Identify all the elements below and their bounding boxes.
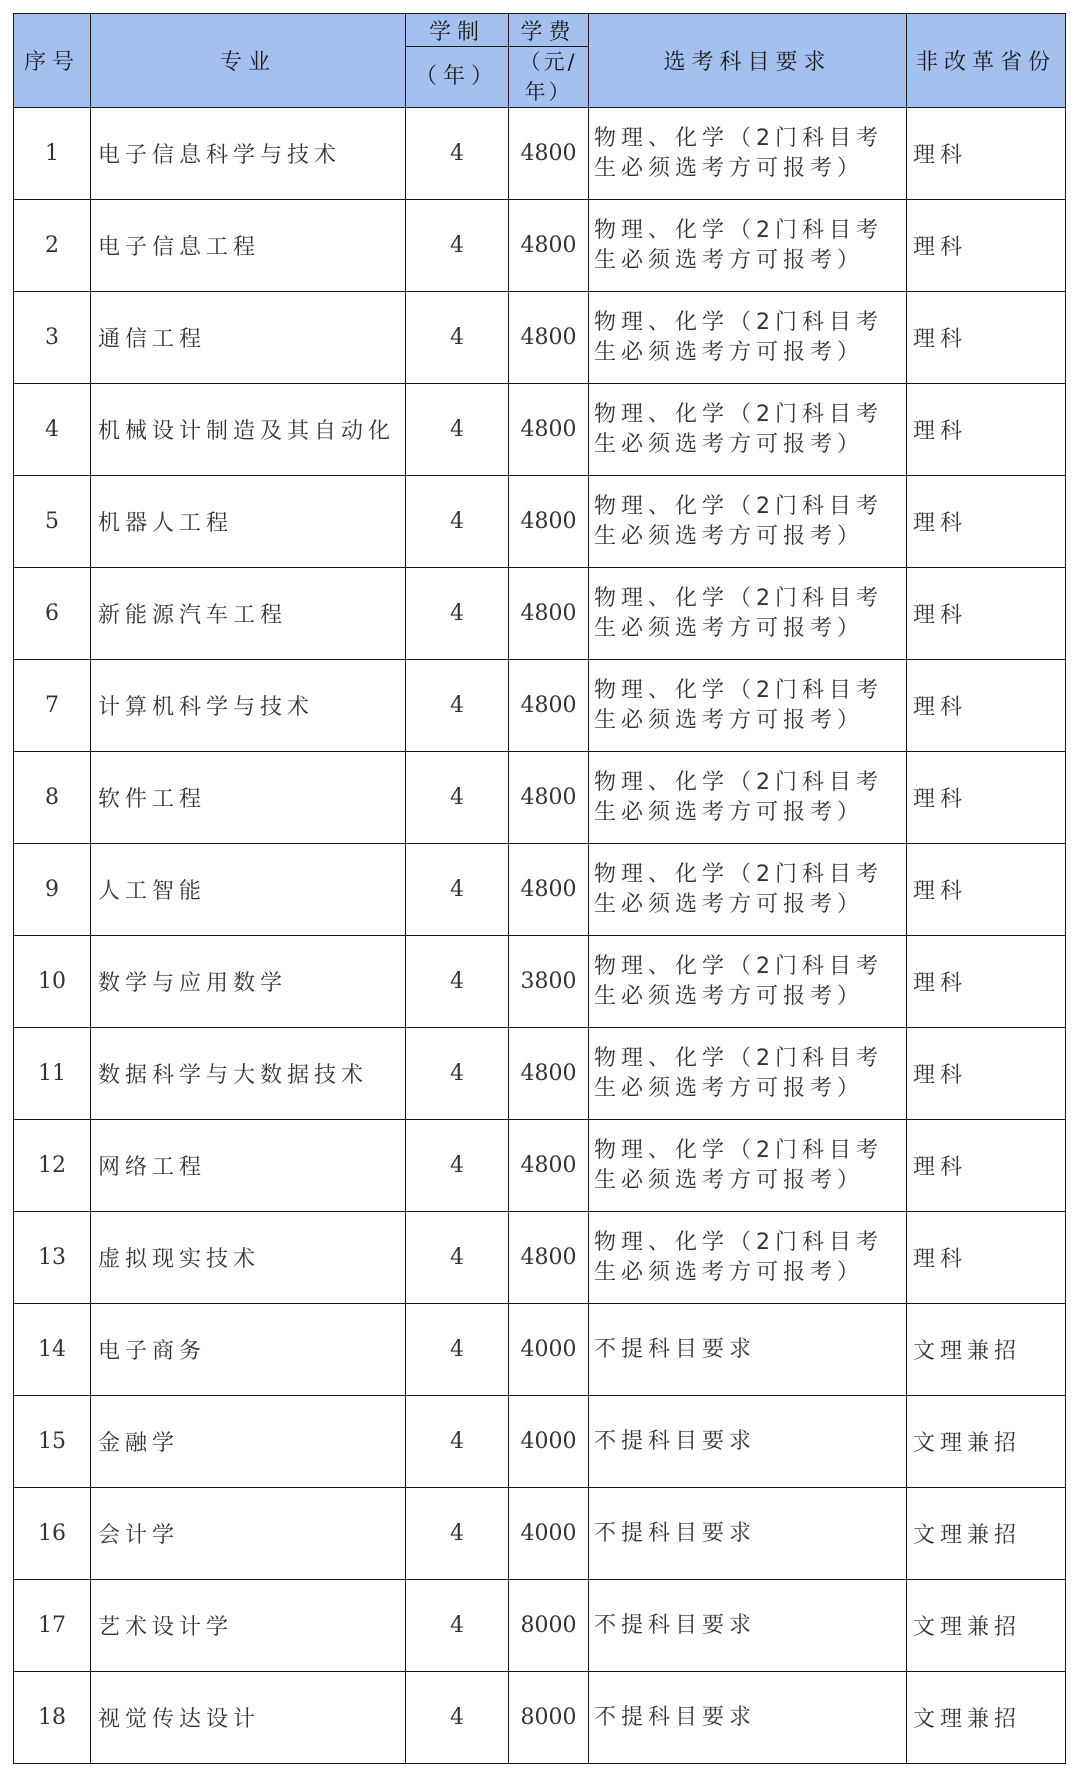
cell-province: 文理兼招	[907, 1580, 1066, 1672]
cell-province: 理科	[907, 660, 1066, 752]
cell-province: 理科	[907, 476, 1066, 568]
cell-years: 4	[406, 200, 509, 292]
cell-major: 电子商务	[91, 1304, 406, 1396]
cell-years: 4	[406, 1304, 509, 1396]
cell-years: 4	[406, 660, 509, 752]
cell-requirement: 不提科目要求	[589, 1304, 907, 1396]
cell-requirement: 物理、化学（2门科目考生必须选考方可报考）	[589, 752, 907, 844]
table-row	[14, 1212, 1066, 1304]
table-row	[14, 384, 1066, 476]
cell-years: 4	[406, 1672, 509, 1764]
cell-province: 理科	[907, 292, 1066, 384]
cell-index: 7	[14, 660, 91, 752]
cell-index: 2	[14, 200, 91, 292]
cell-fee: 4800	[509, 844, 589, 936]
cell-years: 4	[406, 568, 509, 660]
cell-major: 艺术设计学	[91, 1580, 406, 1672]
cell-fee: 4800	[509, 1120, 589, 1212]
cell-major: 机械设计制造及其自动化	[91, 384, 406, 476]
majors-table	[13, 13, 1066, 1764]
cell-fee: 4800	[509, 752, 589, 844]
cell-index: 14	[14, 1304, 91, 1396]
cell-province: 理科	[907, 568, 1066, 660]
cell-years: 4	[406, 936, 509, 1028]
cell-province: 理科	[907, 844, 1066, 936]
cell-requirement: 物理、化学（2门科目考生必须选考方可报考）	[589, 844, 907, 936]
cell-index: 3	[14, 292, 91, 384]
cell-fee: 4800	[509, 200, 589, 292]
cell-requirement: 物理、化学（2门科目考生必须选考方可报考）	[589, 200, 907, 292]
cell-index: 15	[14, 1396, 91, 1488]
cell-province: 理科	[907, 752, 1066, 844]
cell-fee: 4800	[509, 476, 589, 568]
cell-index: 17	[14, 1580, 91, 1672]
cell-province: 理科	[907, 200, 1066, 292]
cell-requirement: 不提科目要求	[589, 1580, 907, 1672]
cell-fee: 4800	[509, 1212, 589, 1304]
cell-years: 4	[406, 1580, 509, 1672]
table-row	[14, 1304, 1066, 1396]
cell-years: 4	[406, 1120, 509, 1212]
cell-fee: 4000	[509, 1488, 589, 1580]
header-fee-top: 学费	[509, 14, 589, 47]
cell-requirement: 物理、化学（2门科目考生必须选考方可报考）	[589, 568, 907, 660]
table-row	[14, 1028, 1066, 1120]
table-row	[14, 476, 1066, 568]
cell-province: 理科	[907, 1212, 1066, 1304]
cell-requirement: 物理、化学（2门科目考生必须选考方可报考）	[589, 1212, 907, 1304]
cell-major: 虚拟现实技术	[91, 1212, 406, 1304]
table-row	[14, 200, 1066, 292]
header-province: 非改革省份	[907, 14, 1066, 108]
cell-index: 8	[14, 752, 91, 844]
cell-fee: 4800	[509, 384, 589, 476]
cell-index: 6	[14, 568, 91, 660]
cell-major: 金融学	[91, 1396, 406, 1488]
cell-requirement: 物理、化学（2门科目考生必须选考方可报考）	[589, 1028, 907, 1120]
cell-requirement: 物理、化学（2门科目考生必须选考方可报考）	[589, 476, 907, 568]
cell-major: 机器人工程	[91, 476, 406, 568]
cell-major: 数学与应用数学	[91, 936, 406, 1028]
cell-fee: 4800	[509, 292, 589, 384]
cell-fee: 8000	[509, 1672, 589, 1764]
table-row	[14, 660, 1066, 752]
cell-province: 理科	[907, 384, 1066, 476]
cell-index: 18	[14, 1672, 91, 1764]
table-row	[14, 108, 1066, 200]
table-row	[14, 844, 1066, 936]
cell-fee: 4800	[509, 660, 589, 752]
cell-fee: 4800	[509, 568, 589, 660]
cell-major: 视觉传达设计	[91, 1672, 406, 1764]
header-years-top: 学制	[406, 14, 509, 47]
cell-province: 理科	[907, 1120, 1066, 1212]
cell-requirement: 物理、化学（2门科目考生必须选考方可报考）	[589, 660, 907, 752]
cell-fee: 4800	[509, 108, 589, 200]
cell-index: 11	[14, 1028, 91, 1120]
cell-years: 4	[406, 752, 509, 844]
cell-fee: 8000	[509, 1580, 589, 1672]
cell-province: 理科	[907, 1028, 1066, 1120]
cell-province: 文理兼招	[907, 1396, 1066, 1488]
cell-province: 理科	[907, 108, 1066, 200]
cell-years: 4	[406, 476, 509, 568]
header-years-unit: （年）	[406, 47, 509, 108]
cell-major: 新能源汽车工程	[91, 568, 406, 660]
table-body	[14, 108, 1066, 1764]
cell-major: 网络工程	[91, 1120, 406, 1212]
cell-province: 理科	[907, 936, 1066, 1028]
cell-years: 4	[406, 384, 509, 476]
header-requirement: 选考科目要求	[589, 14, 907, 108]
cell-requirement: 物理、化学（2门科目考生必须选考方可报考）	[589, 292, 907, 384]
cell-years: 4	[406, 108, 509, 200]
cell-index: 13	[14, 1212, 91, 1304]
table-row	[14, 1672, 1066, 1764]
cell-requirement: 不提科目要求	[589, 1672, 907, 1764]
cell-major: 会计学	[91, 1488, 406, 1580]
table-row	[14, 936, 1066, 1028]
table-header	[14, 14, 1066, 108]
cell-index: 5	[14, 476, 91, 568]
cell-requirement: 物理、化学（2门科目考生必须选考方可报考）	[589, 1120, 907, 1212]
cell-fee: 4000	[509, 1396, 589, 1488]
cell-years: 4	[406, 1396, 509, 1488]
cell-requirement: 物理、化学（2门科目考生必须选考方可报考）	[589, 108, 907, 200]
cell-major: 电子信息科学与技术	[91, 108, 406, 200]
cell-index: 12	[14, 1120, 91, 1212]
cell-major: 软件工程	[91, 752, 406, 844]
cell-province: 文理兼招	[907, 1672, 1066, 1764]
cell-major: 计算机科学与技术	[91, 660, 406, 752]
table-row	[14, 1396, 1066, 1488]
table-row	[14, 568, 1066, 660]
cell-requirement: 物理、化学（2门科目考生必须选考方可报考）	[589, 936, 907, 1028]
cell-major: 人工智能	[91, 844, 406, 936]
cell-index: 1	[14, 108, 91, 200]
cell-requirement: 物理、化学（2门科目考生必须选考方可报考）	[589, 384, 907, 476]
cell-index: 10	[14, 936, 91, 1028]
cell-index: 16	[14, 1488, 91, 1580]
header-fee-unit: （元/年）	[509, 47, 589, 108]
cell-years: 4	[406, 1488, 509, 1580]
cell-major: 电子信息工程	[91, 200, 406, 292]
table-row	[14, 752, 1066, 844]
cell-fee: 4800	[509, 1028, 589, 1120]
header-index: 序号	[14, 14, 91, 108]
cell-years: 4	[406, 1028, 509, 1120]
cell-requirement: 不提科目要求	[589, 1396, 907, 1488]
table-row	[14, 1580, 1066, 1672]
cell-major: 通信工程	[91, 292, 406, 384]
cell-province: 文理兼招	[907, 1488, 1066, 1580]
table-row	[14, 292, 1066, 384]
cell-years: 4	[406, 1212, 509, 1304]
cell-fee: 3800	[509, 936, 589, 1028]
cell-major: 数据科学与大数据技术	[91, 1028, 406, 1120]
cell-index: 4	[14, 384, 91, 476]
cell-requirement: 不提科目要求	[589, 1488, 907, 1580]
table-row	[14, 1488, 1066, 1580]
cell-province: 文理兼招	[907, 1304, 1066, 1396]
table-row	[14, 1120, 1066, 1212]
cell-index: 9	[14, 844, 91, 936]
cell-years: 4	[406, 292, 509, 384]
cell-years: 4	[406, 844, 509, 936]
header-major: 专业	[91, 14, 406, 108]
cell-fee: 4000	[509, 1304, 589, 1396]
